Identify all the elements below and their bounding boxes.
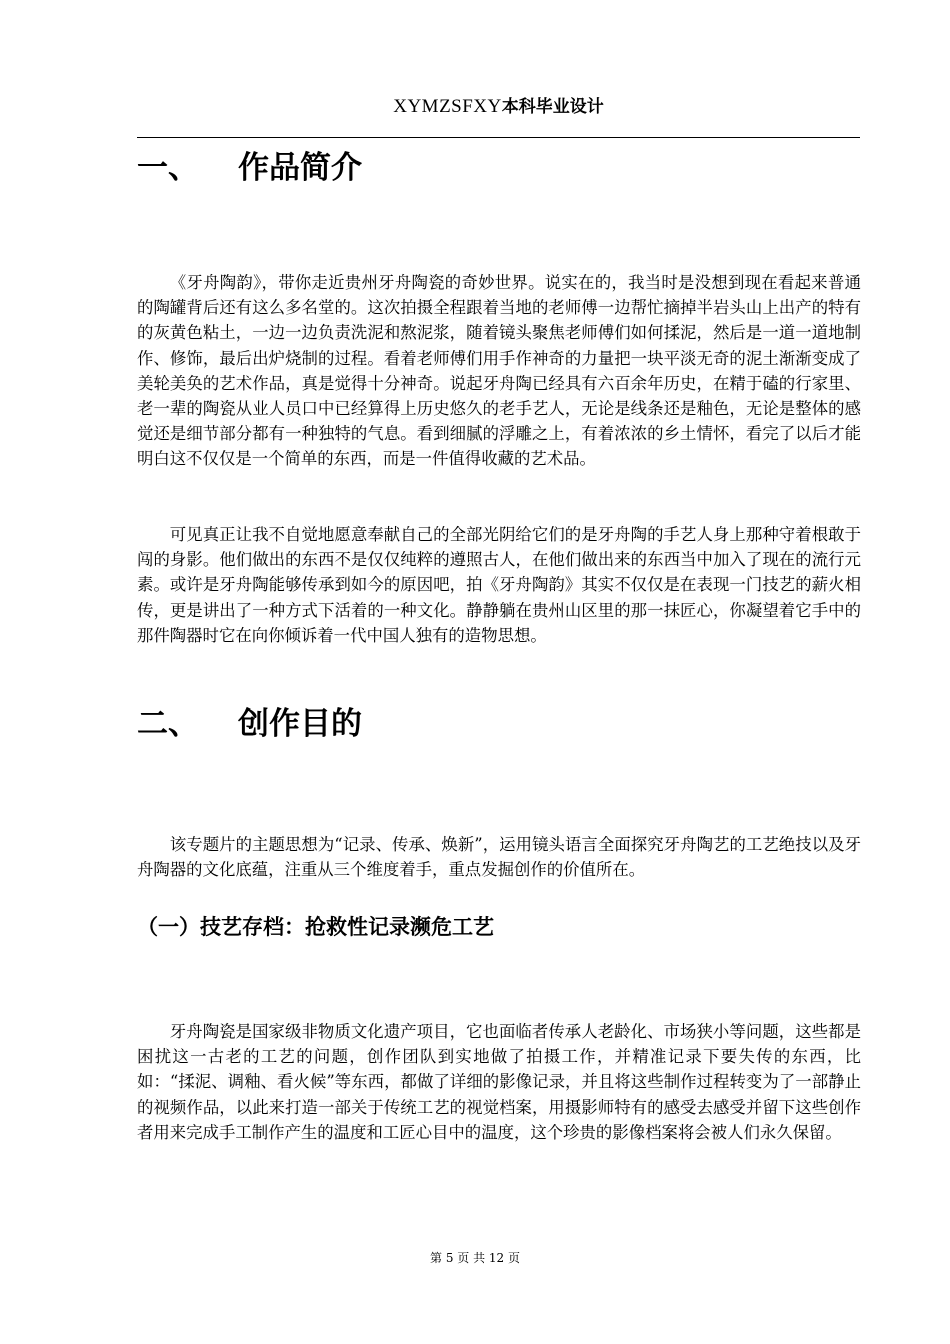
section-heading-purpose xyxy=(137,704,860,744)
subsection-heading: （一）技艺存档：抢救性记录濒危工艺 xyxy=(137,915,494,939)
section-heading-intro xyxy=(137,148,860,188)
section-title: 作品简介 xyxy=(238,150,362,186)
paragraph-intro-1: 《牙舟陶韵》，带你走近贵州牙舟陶瓷的奇妙世界。说实在的，我当时是没想到现在看起来普通的陶罐背后还有这么多名堂的。这次拍摄全程跟着当地的老师傅一边帮忙摘掉半岩头山上出产的特有的灰黄色粘土，一边一边负责洗泥和熬泥浆，随着镜头聚焦老师傅们如何揉泥，然后是一道一道地制作、修饰，最后出炉烧制的过程。看着老师傅们用手作神奇的力量把一块平淡无奇的泥土渐渐变成了美轮美奂的艺术作品，真是觉得十分神奇。说起牙舟陶已经具有六百余年历史，在精于磕的行家里、老一辈的陶瓷从业人员口中已经算得上历史悠久的老手艺人，无论是线条还是釉色，无论是整体的感觉还是细节部分都有一种独特的气息。看到细腻的浮雕之上，有着浓浓的乡土情怀，看完了以后才能明白这不仅仅是一个简单的东西，而是一件值得收藏的艺术品。 xyxy=(137,273,861,469)
paragraph-intro-2: 可见真正让我不自觉地愿意奉献自己的全部光阴给它们的是牙舟陶的手艺人身上那种守着根敢于闯的身影。他们做出的东西不是仅仅纯粹的遵照古人，在他们做出来的东西当中加入了现在的流行元素。或许是牙舟陶能够传承到如今的原因吧，拍《牙舟陶韵》其实不仅仅是在表现一门技艺的薪火相传，更是讲出了一种方式下活着的一种文化。静静躺在贵州山区里的那一抹匠心，你凝望着它手中的那件陶器时它在向你倾诉着一代中国人独有的造物思想。 xyxy=(137,525,861,645)
paragraph-subsection: 牙舟陶瓷是国家级非物质文化遗产项目，它也面临者传承人老龄化、市场狭小等问题，这些都是困扰这一古老的工艺的问题，创作团队到实地做了拍摄工作，并精准记录下要失传的东西，比如：“揉泥、调釉、看火候”等东西，都做了详细的影像记录，并且将这些制作过程转变为了一部静止的视频作品，以此来打造一部关于传统工艺的视觉档案，用摄影师特有的感受去感受并留下这些创作者用来完成手工制作产生的温度和工匠心目中的温度，这个珍贵的影像档案将会被人们永久保留。 xyxy=(137,1022,861,1142)
header-divider xyxy=(137,137,860,138)
paragraph-purpose: 该专题片的主题思想为“记录、传承、焕新”，运用镜头语言全面探究牙舟陶艺的工艺绝技以及牙舟陶器的文化底蕴，注重从三个维度着手，重点发掘创作的价值所在。 xyxy=(137,835,861,880)
section-title: 创作目的 xyxy=(238,706,362,742)
section-number: 一、 xyxy=(137,150,199,186)
section-number: 二、 xyxy=(137,706,199,742)
page-header xyxy=(137,94,860,119)
header-title: 本科毕业设计 xyxy=(501,97,604,117)
header-code: XYMZSFXY xyxy=(393,96,502,117)
page-footer: 第 5 页 共 12 页 xyxy=(430,1251,520,1265)
